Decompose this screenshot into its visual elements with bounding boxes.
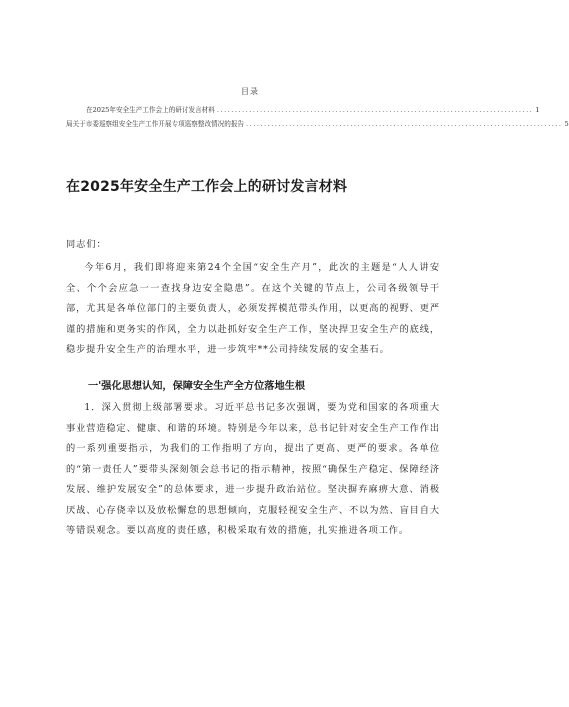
toc-entry[interactable] bbox=[86, 104, 540, 114]
toc-title: 目录 bbox=[241, 87, 259, 96]
body-paragraph: 1．深入贯彻上级部署要求。习近平总书记多次强调，要为党和国家的各项重大事业营造稳定、健康、和谐的环境。特别是今年以来，总书记针对安全生产工作作出的一系列重要指示，为我们的工作指明了方向，提出了更高、更严的要求。各单位的“第一责任人”要带头深刻领会总书记的指示精神，按照“确保生产稳定、保障经济发展、维护发展安全”的总体要求，进一步提升政治站位。坚决摒弃麻痹大意、消极厌战、心存侥幸以及放松懈怠的思想倾向，克服轻视安全生产、不以为然、盲目自大等错误观念。要以高度的责任感，积极采取有效的措施，扎实推进各项工作。 bbox=[66, 402, 440, 536]
toc-leader-dots: ........................................................................................ bbox=[246, 120, 563, 128]
body-paragraph: 今年6月，我们即将迎来第24个全国“安全生产月”，此次的主题是“人人讲安全、个个会应急一一查找身边安全隐患”。在这个关键的节点上，公司各级领导干部，尤其是各单位部门的主要负责人，必须发挥模范带头作用，以更高的视野、更严谨的措施和更务实的作风，全力以赴抓好安全生产工作，坚决捍卫安全生产的底线，稳步提升安全生产的治理水平，进一步筑牢**公司持续发展的安全基石。 bbox=[66, 262, 440, 355]
toc-leader-dots: ........................................................................................ bbox=[216, 106, 534, 114]
toc-entry-title: 在2025年安全生产工作会上的研讨发言材料 bbox=[86, 106, 215, 114]
toc-entry-page: 1 bbox=[535, 106, 540, 114]
toc-entry-title: 局关于市委巡察组安全生产工作开展专项巡察整改情况的报告 bbox=[66, 120, 245, 128]
document-title: 在2025年安全生产工作会上的研讨发言材料 bbox=[66, 179, 348, 195]
toc-entry[interactable] bbox=[66, 118, 569, 128]
toc-entry-page: 5 bbox=[564, 120, 569, 128]
salutation: 同志们： bbox=[66, 239, 107, 250]
section-heading: 一'强化思想认知，保障安全生产全方位落地生根 bbox=[88, 381, 306, 392]
